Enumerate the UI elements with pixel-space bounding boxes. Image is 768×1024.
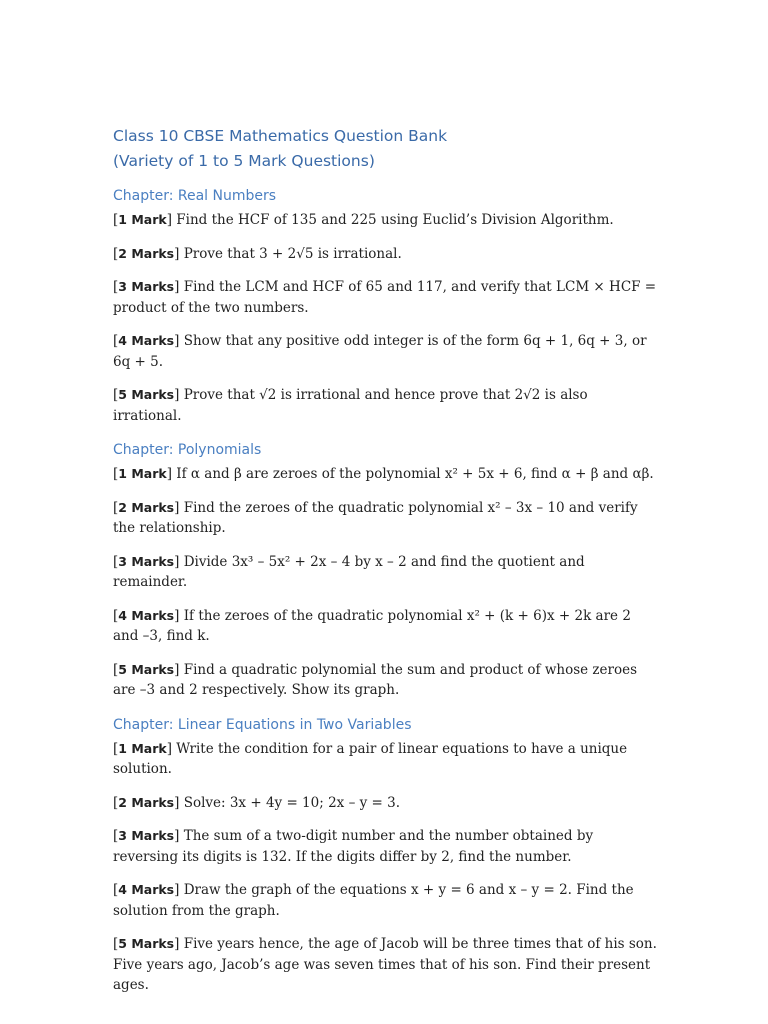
- marks-label: 5 Marks: [118, 661, 175, 677]
- marks-label: 2 Marks: [118, 245, 175, 261]
- question-item: [3 Marks] The sum of a two-digit number and the number obtained by reversing its digits is 132. If the digits differ by 2, find the number.: [113, 828, 594, 865]
- question-item: [4 Marks] Draw the graph of the equations x + y = 6 and x – y = 2. Find the solution from the graph.: [113, 882, 634, 919]
- title-line-2: (Variety of 1 to 5 Mark Questions): [113, 152, 375, 170]
- question-item: [3 Marks] Divide 3x³ – 5x² + 2x – 4 by x – 2 and find the quotient and remainder.: [113, 553, 585, 590]
- section-linear-equations: [113, 715, 658, 996]
- marks-label: 1 Mark: [118, 740, 167, 756]
- question-text: Solve: 3x + 4y = 10; 2x – y = 3.: [179, 794, 401, 811]
- chapter-heading: Chapter: Real Numbers: [113, 188, 277, 204]
- marks-label: 2 Marks: [118, 499, 175, 515]
- question-text: Draw the graph of the equations x + y = 6 and x – y = 2. Find the solution from the graph.: [113, 882, 634, 919]
- question-item: [1 Mark] Find the HCF of 135 and 225 using Euclid’s Division Algorithm.: [113, 212, 614, 228]
- marks-label: 4 Marks: [118, 882, 175, 897]
- question-text: Five years hence, the age of Jacob will be three times that of his son. Five years ago, Jacob’s age was seven times that of his son. Find their present ages.: [113, 936, 657, 993]
- question-text: Find the zeroes of the quadratic polynomial x² – 3x – 10 and verify the relationship.: [113, 499, 638, 536]
- question-item: [5 Marks] Five years hence, the age of Jacob will be three times that of his son. Five years ago, Jacob’s age was seven times that of his son. Find their present ages.: [113, 936, 657, 993]
- question-text: Prove that 3 + 2√5 is irrational.: [179, 245, 402, 262]
- question-text: Prove that √2 is irrational and hence prove that 2√2 is also irrational.: [113, 387, 588, 424]
- question-text: Show that any positive odd integer is of the form 6q + 1, 6q + 3, or 6q + 5.: [113, 333, 647, 370]
- question-text: The sum of a two-digit number and the number obtained by reversing its digits is 132. If the digits differ by 2, find the number.: [113, 828, 594, 865]
- section-polynomials: [113, 440, 658, 701]
- marks-label: 3 Marks: [118, 553, 175, 569]
- question-text: If α and β are zeroes of the polynomial x² + 5x + 6, find α + β and αβ.: [171, 466, 654, 482]
- document-title: [113, 124, 658, 174]
- chapter-heading: Chapter: Polynomials: [113, 442, 262, 458]
- chapter-heading: Chapter: Linear Equations in Two Variables: [113, 716, 412, 733]
- question-text: Write the condition for a pair of linear equations to have a unique solution.: [113, 740, 628, 777]
- question-item: [2 Marks] Solve: 3x + 4y = 10; 2x – y = 3.: [113, 794, 401, 811]
- marks-label: 4 Marks: [118, 333, 175, 348]
- marks-label: 4 Marks: [118, 607, 175, 623]
- marks-label: 3 Marks: [118, 279, 175, 294]
- question-text: Find the LCM and HCF of 65 and 117, and verify that LCM × HCF = product of the two numbers.: [113, 279, 657, 316]
- marks-label: 5 Marks: [118, 387, 175, 402]
- question-item: [2 Marks] Find the zeroes of the quadratic polynomial x² – 3x – 10 and verify the relationship.: [113, 499, 638, 536]
- question-item: [1 Mark] Write the condition for a pair of linear equations to have a unique solution.: [113, 740, 628, 777]
- question-item: [3 Marks] Find the LCM and HCF of 65 and 117, and verify that LCM × HCF = product of the two numbers.: [113, 279, 657, 316]
- question-item: [2 Marks] Prove that 3 + 2√5 is irrational.: [113, 245, 402, 262]
- marks-label: 1 Mark: [118, 212, 167, 227]
- question-text: Find a quadratic polynomial the sum and product of whose zeroes are –3 and 2 respectively. Show its graph.: [113, 661, 638, 698]
- question-item: [4 Marks] If the zeroes of the quadratic polynomial x² + (k + 6)x + 2k are 2 and –3, find k.: [113, 607, 631, 644]
- marks-label: 5 Marks: [118, 936, 175, 951]
- marks-label: 2 Marks: [118, 794, 175, 810]
- question-item: [4 Marks] Show that any positive odd integer is of the form 6q + 1, 6q + 3, or 6q + 5.: [113, 333, 647, 370]
- question-text: If the zeroes of the quadratic polynomial x² + (k + 6)x + 2k are 2 and –3, find k.: [113, 607, 631, 644]
- question-item: [5 Marks] Find a quadratic polynomial the sum and product of whose zeroes are –3 and 2 respectively. Show its graph.: [113, 661, 638, 698]
- marks-label: 1 Mark: [118, 466, 167, 481]
- question-text: Divide 3x³ – 5x² + 2x – 4 by x – 2 and find the quotient and remainder.: [113, 553, 585, 590]
- question-item: [1 Mark] If α and β are zeroes of the polynomial x² + 5x + 6, find α + β and αβ.: [113, 466, 654, 482]
- question-item: [5 Marks] Prove that √2 is irrational and hence prove that 2√2 is also irrational.: [113, 387, 588, 424]
- marks-label: 3 Marks: [118, 828, 175, 843]
- question-text: Find the HCF of 135 and 225 using Euclid’s Division Algorithm.: [171, 212, 614, 228]
- title-line-1: Class 10 CBSE Mathematics Question Bank: [113, 127, 448, 145]
- section-real-numbers: [113, 186, 658, 426]
